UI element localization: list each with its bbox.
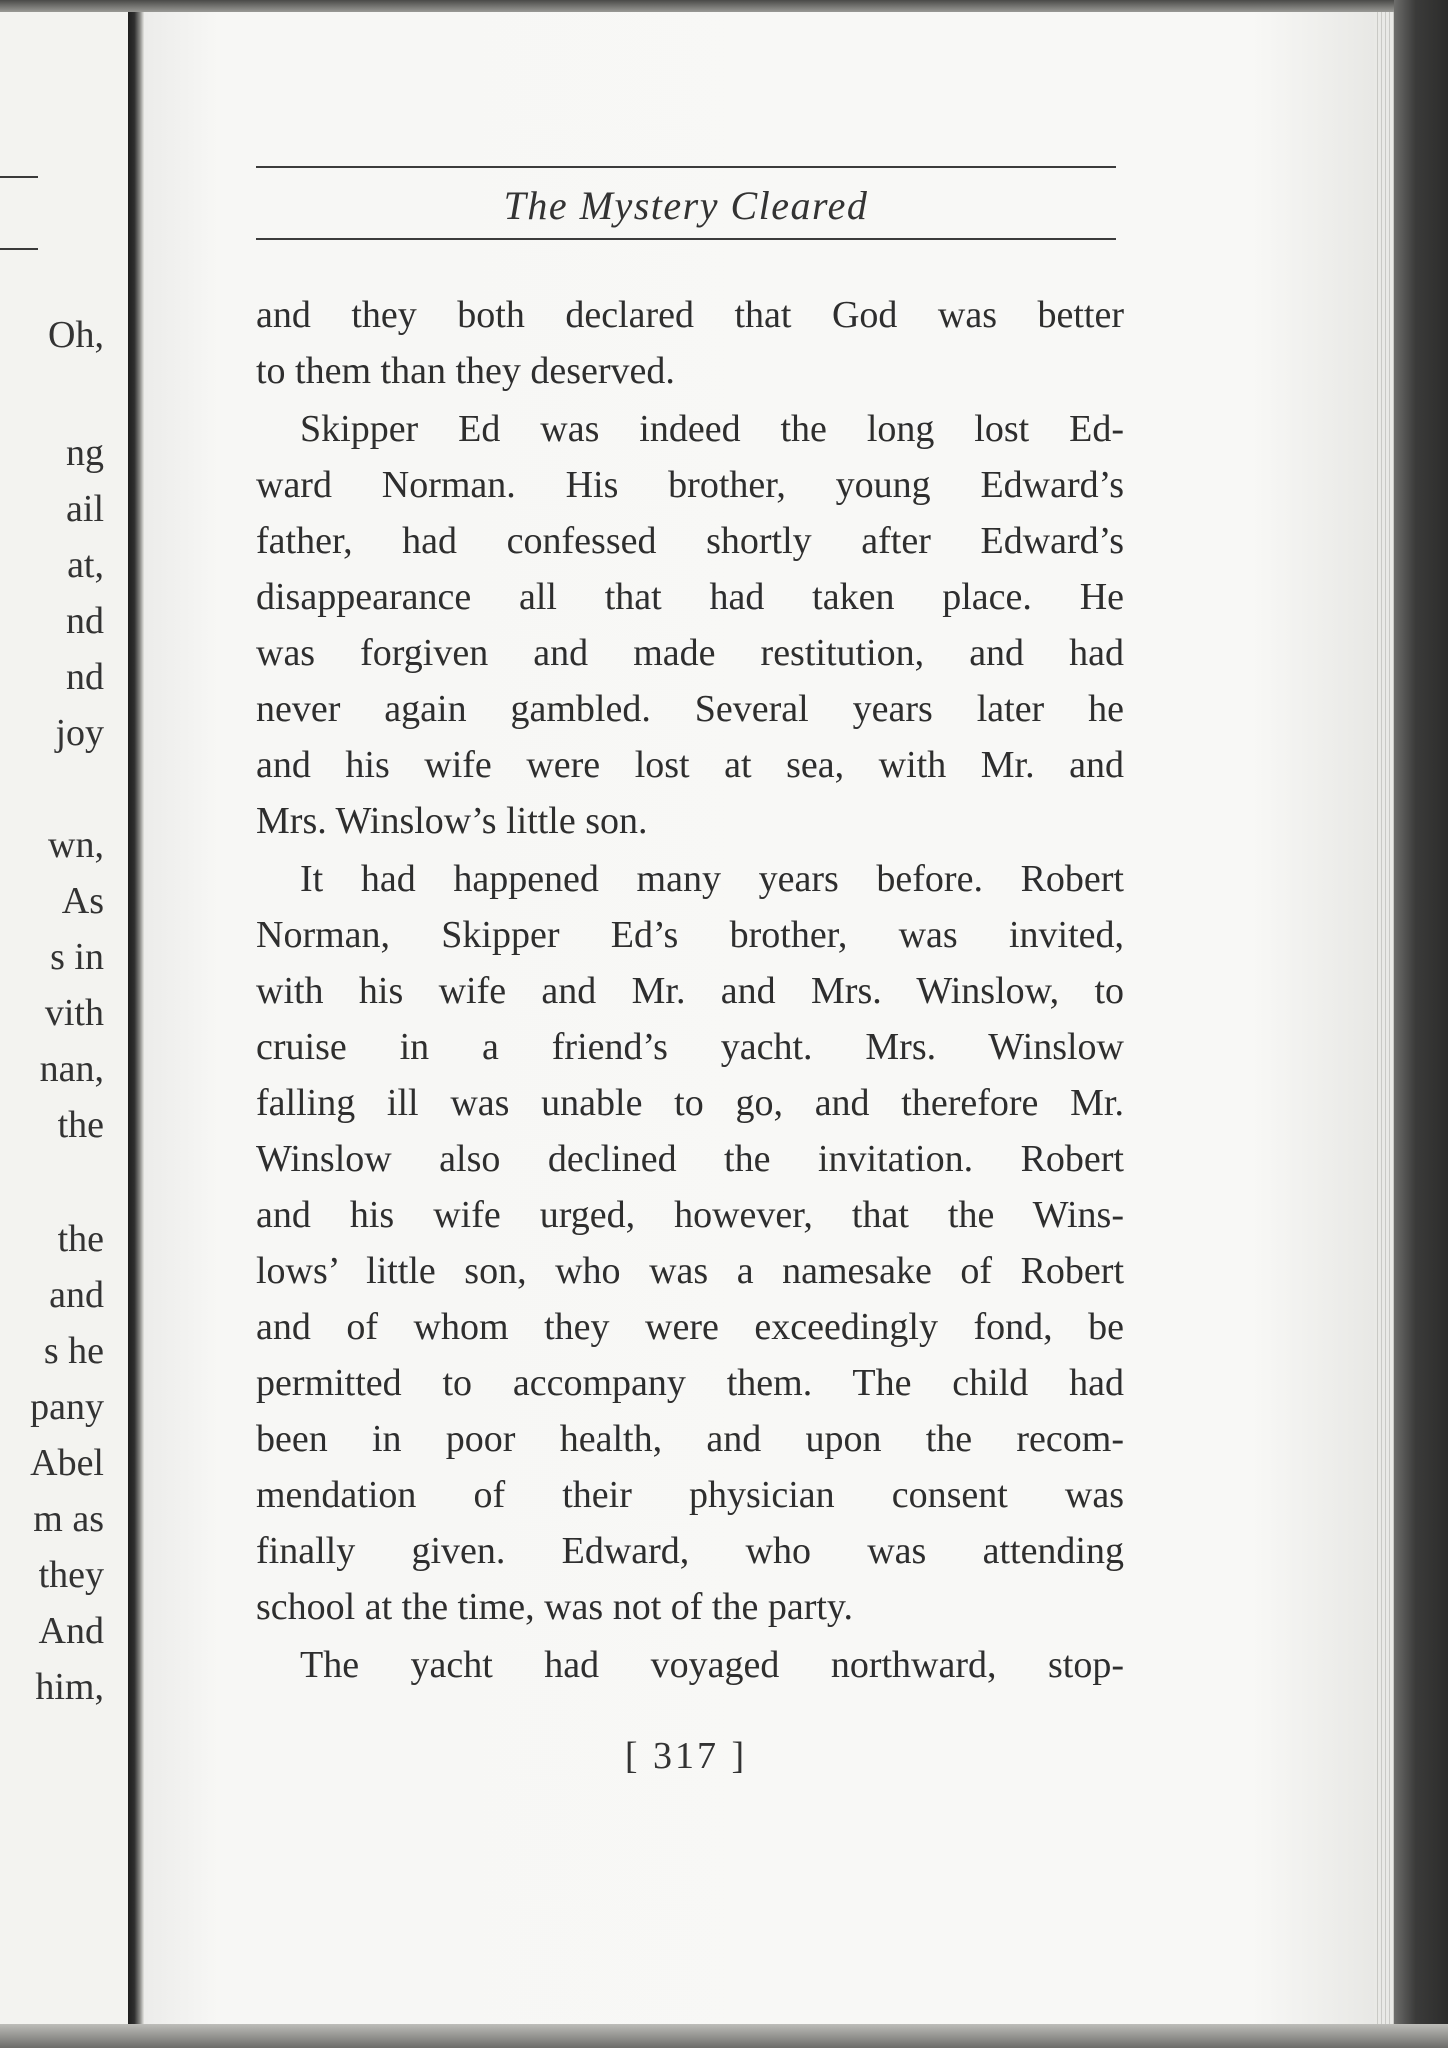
- left-text-fragment: wn,: [48, 824, 104, 866]
- text-line: permitted to accompany them. The child had: [256, 1362, 1124, 1404]
- text-line: never again gambled. Several years later he: [256, 688, 1124, 730]
- left-text-fragment: m as: [33, 1498, 104, 1540]
- text-line: Norman, Skipper Ed’s brother, was invited,: [256, 914, 1124, 956]
- page-block-edges: [1374, 12, 1394, 2024]
- text-line: The yacht had voyaged northward, stop-: [300, 1644, 1124, 1686]
- left-text-fragment: pany: [30, 1386, 104, 1428]
- left-text-fragment: And: [38, 1610, 104, 1652]
- left-text-fragment: they: [38, 1554, 104, 1596]
- book-cover-bottom-edge: [0, 2024, 1448, 2048]
- left-text-fragment: nd: [66, 600, 104, 642]
- left-text-fragment: s in: [50, 936, 104, 978]
- left-text-fragment: As: [61, 880, 104, 922]
- text-line: and of whom they were exceedingly fond, be: [256, 1306, 1124, 1348]
- text-line: father, had confessed shortly after Edward’s: [256, 520, 1124, 562]
- left-page: [0, 12, 128, 2024]
- book-cover-top-edge: [0, 0, 1448, 12]
- text-line: cruise in a friend’s yacht. Mrs. Winslow: [256, 1026, 1124, 1068]
- left-text-fragment: nd: [66, 656, 104, 698]
- text-line: with his wife and Mr. and Mrs. Winslow, to: [256, 970, 1124, 1012]
- book-gutter: [128, 12, 144, 2024]
- left-text-fragment: ail: [66, 488, 104, 530]
- text-line: lows’ little son, who was a namesake of Robert: [256, 1250, 1124, 1292]
- header-rule-top: [256, 166, 1116, 168]
- text-line: to them than they deserved.: [256, 350, 675, 392]
- text-line: finally given. Edward, who was attending: [256, 1530, 1124, 1572]
- text-line: Skipper Ed was indeed the long lost Ed-: [300, 408, 1124, 450]
- left-text-fragment: nan,: [39, 1048, 104, 1090]
- page-number: [ 317 ]: [624, 1735, 748, 1777]
- left-text-fragment: and: [49, 1274, 104, 1316]
- book-cover-right-edge: [1394, 0, 1448, 2048]
- text-line: disappearance all that had taken place. He: [256, 576, 1124, 618]
- text-line: Winslow also declined the invitation. Robert: [256, 1138, 1124, 1180]
- text-line: falling ill was unable to go, and therefore Mr.: [256, 1082, 1124, 1124]
- left-text-fragment: the: [57, 1104, 104, 1146]
- text-line: Mrs. Winslow’s little son.: [256, 800, 648, 842]
- running-head: The Mystery Cleared: [503, 183, 869, 228]
- left-text-fragment: s he: [43, 1330, 104, 1372]
- text-line: It had happened many years before. Robert: [300, 858, 1124, 900]
- left-text-fragment: him,: [35, 1666, 104, 1708]
- left-text-fragment: joy: [55, 712, 104, 754]
- left-text-fragment: Oh,: [48, 314, 104, 356]
- text-line: mendation of their physician consent was: [256, 1474, 1124, 1516]
- text-line: ward Norman. His brother, young Edward’s: [256, 464, 1124, 506]
- text-line: was forgiven and made restitution, and had: [256, 632, 1124, 674]
- left-text-fragment: at,: [67, 544, 104, 586]
- left-text-fragment: ng: [66, 432, 104, 474]
- text-line: school at the time, was not of the party.: [256, 1586, 853, 1628]
- text-line: and his wife were lost at sea, with Mr. and: [256, 744, 1124, 786]
- left-text-fragment: vith: [44, 992, 104, 1034]
- left-text-fragment: the: [57, 1218, 104, 1260]
- left-header-rule-bottom: [0, 248, 38, 250]
- right-page: [144, 12, 1374, 2024]
- text-line: and they both declared that God was better: [256, 294, 1124, 336]
- text-line: been in poor health, and upon the recom-: [256, 1418, 1124, 1460]
- left-text-fragment: Abel: [30, 1442, 104, 1484]
- left-header-rule-top: [0, 176, 38, 178]
- text-line: and his wife urged, however, that the Wins-: [256, 1194, 1124, 1236]
- header-rule-bottom: [256, 238, 1116, 240]
